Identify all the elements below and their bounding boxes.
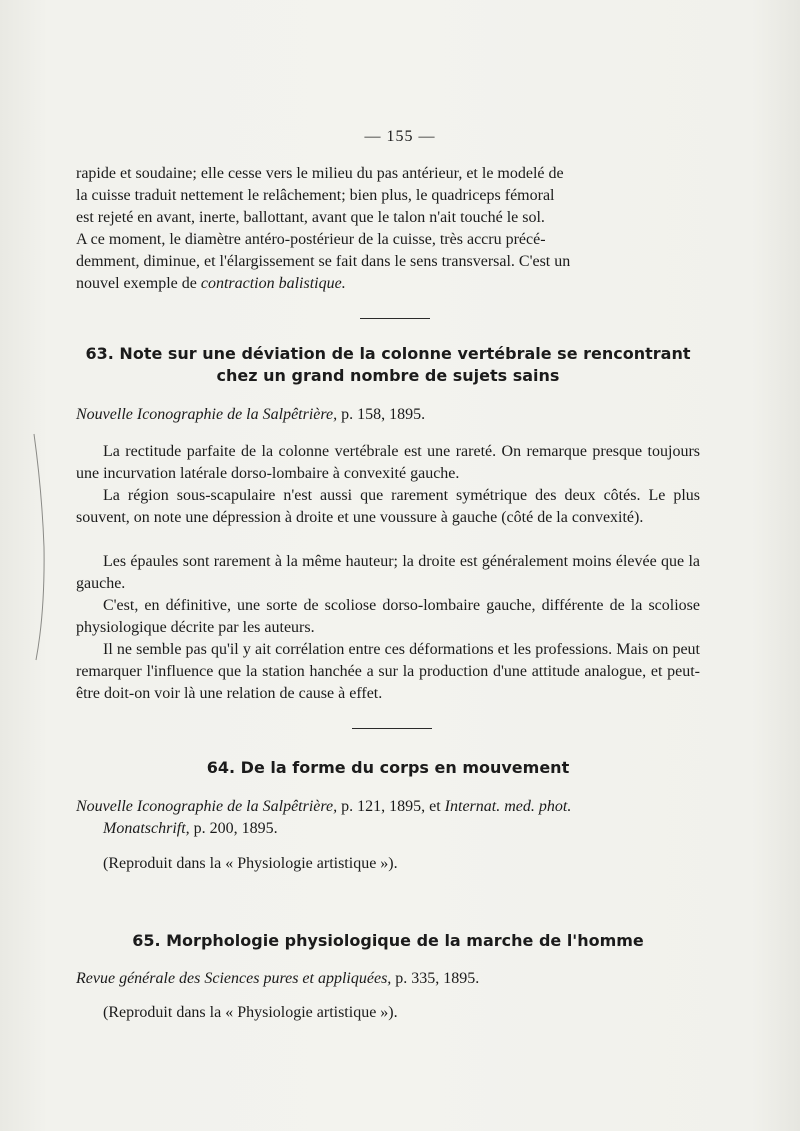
section-64-reference bbox=[76, 796, 700, 840]
section-64-note: (Reproduit dans la « Physiologie artistique »). bbox=[103, 855, 398, 872]
section-63-paragraph: C'est, en définitive, une sorte de scoliose dorso-lombaire gauche, différente de la scoliose physiologique décrite par les auteurs. bbox=[76, 597, 700, 637]
section-divider bbox=[352, 728, 432, 729]
text-line: demment, diminue, et l'élargissement se fait dans le sens transversal. C'est un bbox=[76, 253, 571, 271]
journal-name: Nouvelle Iconographie de la Salpêtrière, bbox=[76, 406, 338, 423]
intro-paragraph bbox=[76, 163, 700, 296]
section-63-paragraph: La rectitude parfaite de la colonne vertébrale est une rareté. On remarque presque toujours une incurvation latérale dorso-lombaire à convexité gauche. bbox=[76, 443, 700, 483]
reference-line bbox=[76, 796, 700, 818]
section-65-note: (Reproduit dans la « Physiologie artistique »). bbox=[103, 1004, 398, 1021]
section-63-paragraph: Les épaules sont rarement à la même hauteur; la droite est généralement moins élevée que la gauche. bbox=[76, 553, 700, 593]
reference-details: p. 335, 1895. bbox=[391, 970, 480, 987]
section-63-reference bbox=[76, 404, 700, 426]
reference-line bbox=[76, 818, 700, 840]
italic-term: contraction balistique. bbox=[200, 275, 346, 293]
text-line: A ce moment, le diamètre antéro-postérieur de la cuisse, très accru précé- bbox=[76, 231, 546, 249]
title-line: chez un grand nombre de sujets sains bbox=[216, 366, 560, 385]
reference-details: p. 121, 1895, et bbox=[337, 798, 445, 815]
section-63-paragraph: La région sous-scapulaire n'est aussi que rarement symétrique des deux côtés. Le plus souvent, on note une dépression à droite et une voussure à gauche (côté de la convexité). bbox=[76, 487, 700, 527]
journal-name: Nouvelle Iconographie de la Salpêtrière, bbox=[76, 798, 338, 815]
text-line bbox=[76, 273, 700, 295]
text-line: la cuisse traduit nettement le relâchement; bien plus, le quadriceps fémoral bbox=[76, 187, 555, 205]
text-line: rapide et soudaine; elle cesse vers le milieu du pas antérieur, et le modelé de bbox=[76, 165, 564, 182]
title-line: 63. Note sur une déviation de la colonne vertébrale se rencontrant bbox=[85, 344, 691, 363]
reference-details: p. 200, 1895. bbox=[189, 820, 278, 837]
text-line: est rejeté en avant, inerte, ballottant, avant que le talon n'ait touché le sol. bbox=[76, 209, 545, 227]
section-63-paragraph: Il ne semble pas qu'il y ait corrélation entre ces déformations et les professions. Mais on peut remarquer l'influence que la station hanchée a sur la production d'une attitude analogue, et peut-être doit-on voir là une relation de cause à effet. bbox=[76, 641, 700, 703]
section-65-title: 65. Morphologie physiologique de la marche de l'homme bbox=[132, 931, 644, 950]
page-number: — 155 — bbox=[364, 128, 436, 145]
journal-name: Revue générale des Sciences pures et appliquées, bbox=[76, 970, 392, 987]
reference-details: p. 158, 1895. bbox=[337, 406, 426, 423]
section-64-title: 64. De la forme du corps en mouvement bbox=[206, 758, 570, 777]
margin-pencil-mark bbox=[32, 432, 46, 662]
journal-name: Internat. med. phot. bbox=[444, 798, 572, 815]
text-fragment: nouvel exemple de bbox=[76, 275, 201, 293]
section-divider bbox=[360, 318, 430, 319]
section-65-reference bbox=[76, 968, 700, 990]
section-63-title bbox=[76, 343, 700, 387]
journal-name: Monatschrift, bbox=[103, 820, 190, 837]
